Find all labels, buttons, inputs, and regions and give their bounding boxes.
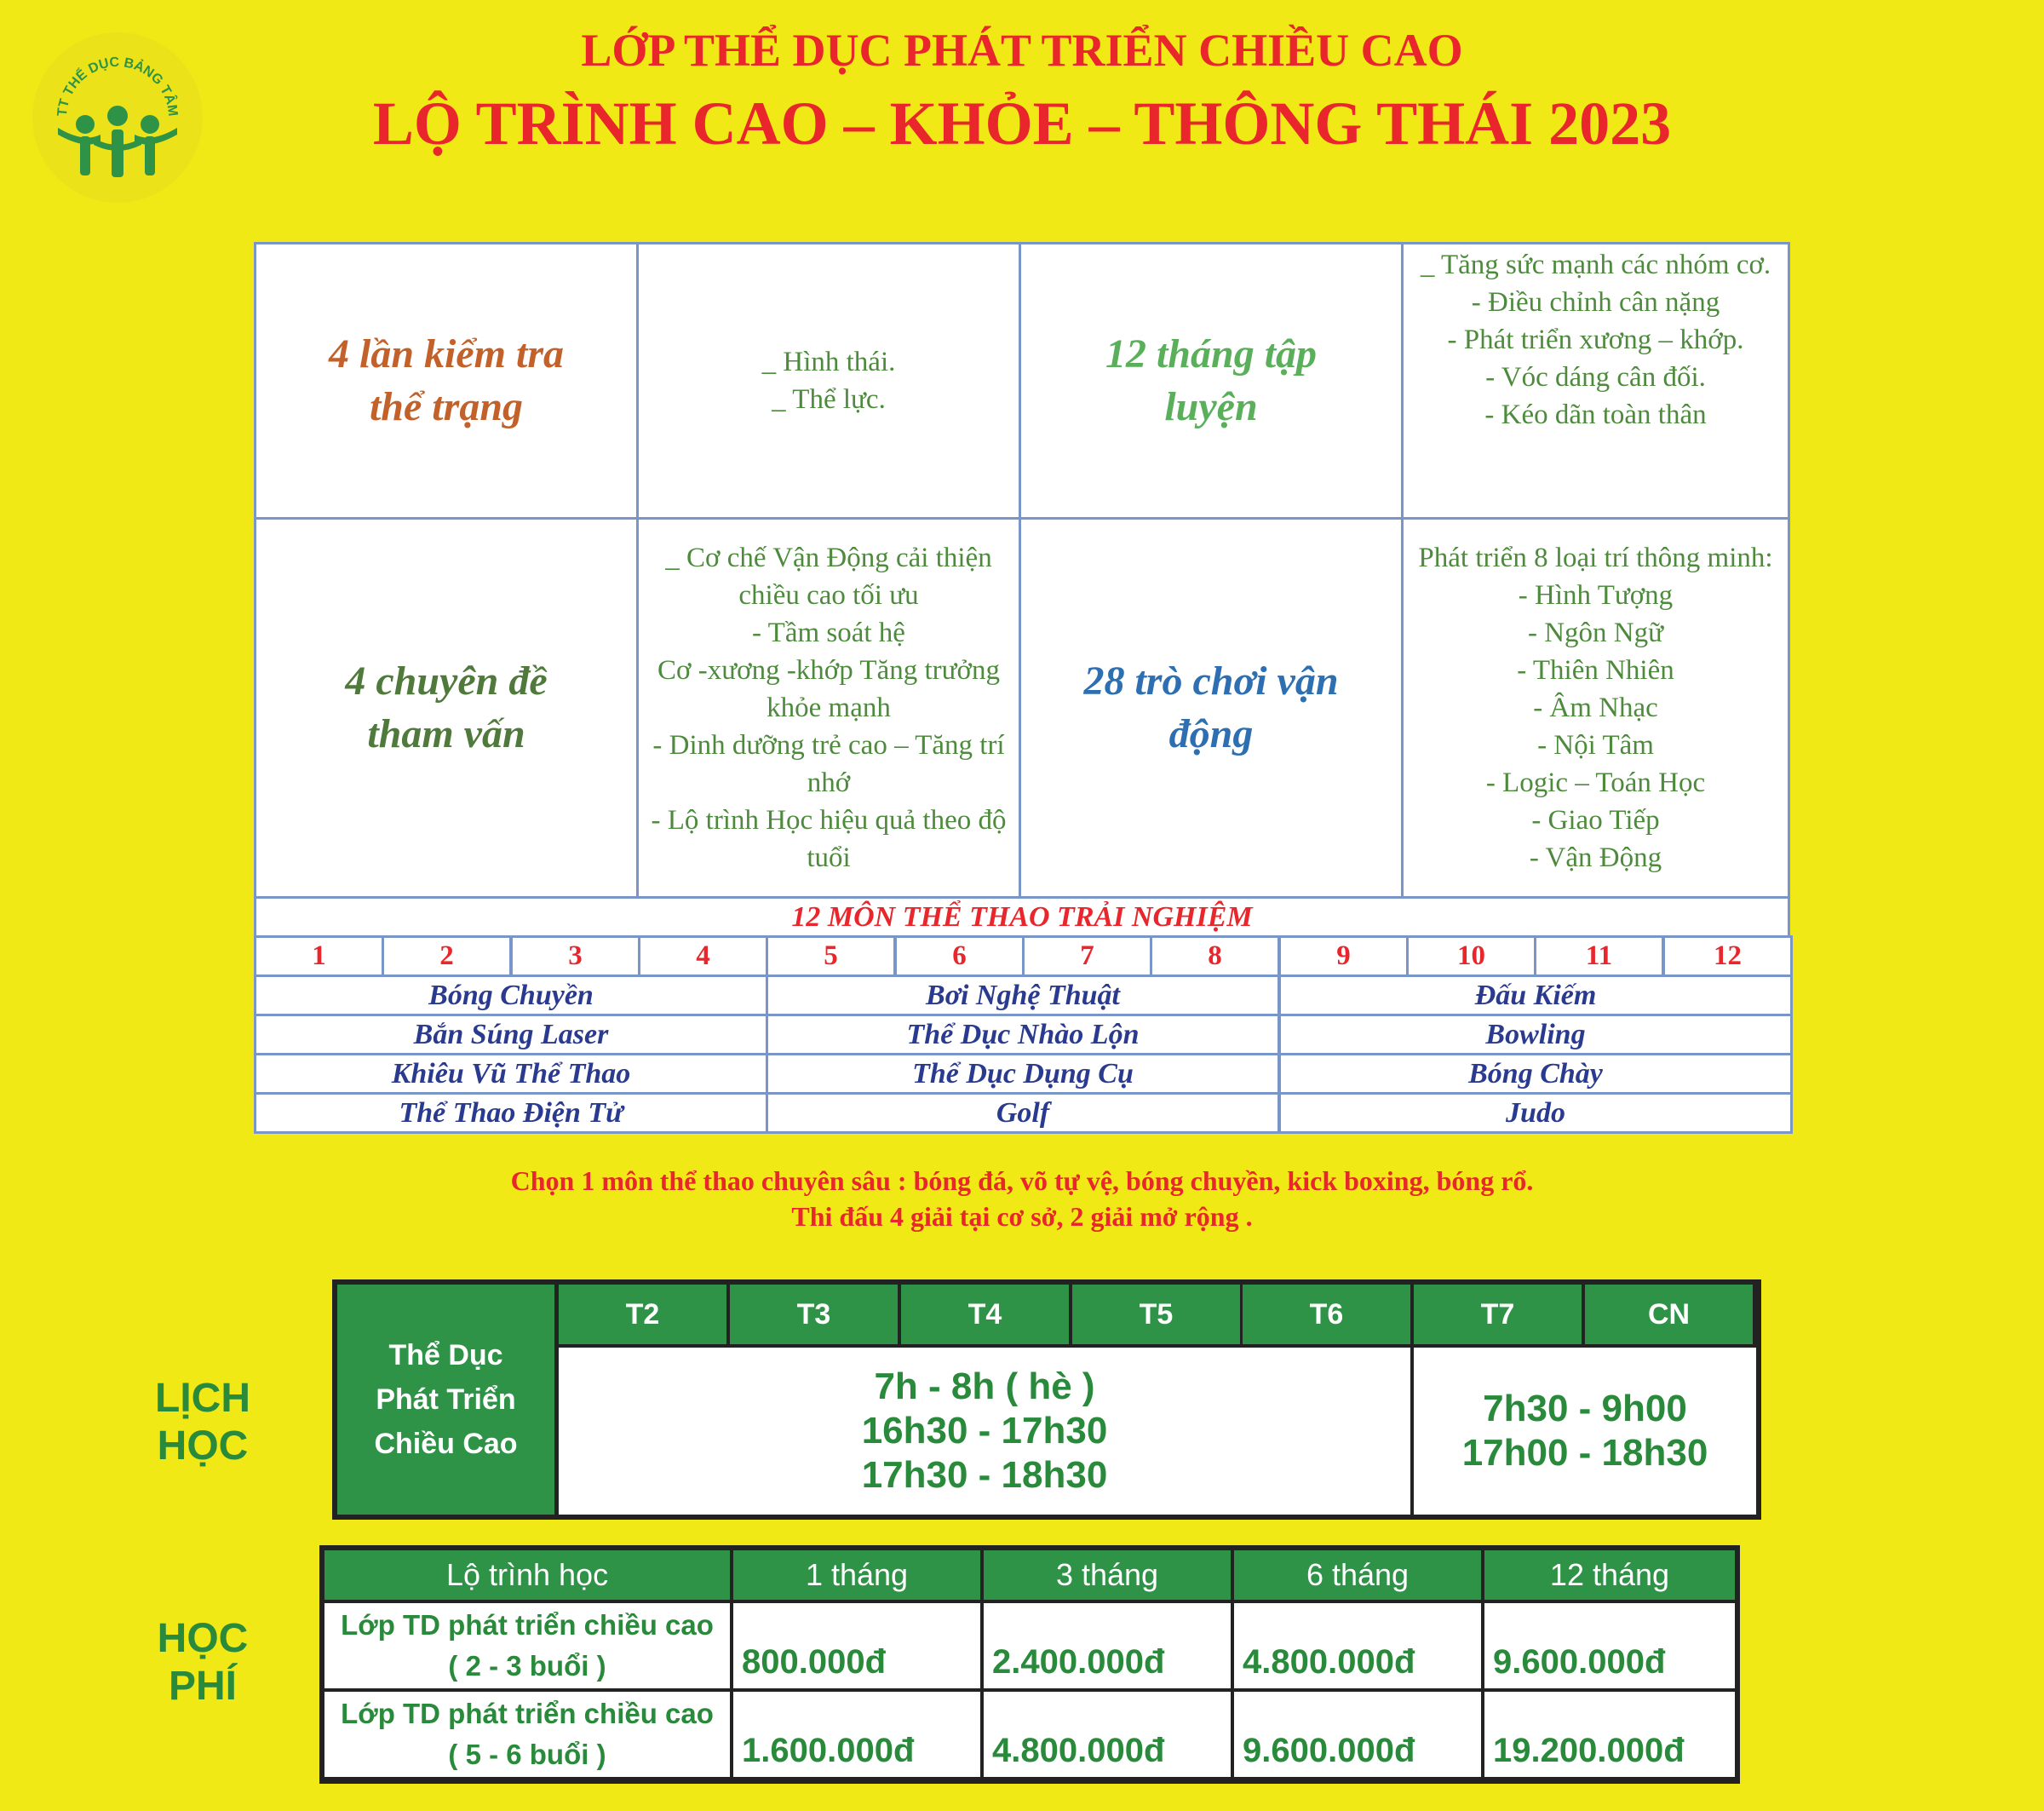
sport-number-cell <box>1534 935 1664 977</box>
fee-price: 4.800.000đ <box>984 1692 1231 1777</box>
health-checks-text: 4 lần kiểm tra thể trạng <box>328 331 565 429</box>
sport-number-cell <box>766 935 896 977</box>
sport-number: 2 <box>439 940 454 971</box>
sport-number-cell <box>382 935 512 977</box>
fee-sessions: ( 5 - 6 buổi ) <box>448 1739 606 1770</box>
sport-name: Judo <box>1506 1096 1565 1129</box>
sport-name: Thể Dục Nhào Lộn <box>906 1018 1140 1050</box>
sport-name: Bắn Súng Laser <box>413 1018 609 1050</box>
fee-price: 9.600.000đ <box>1234 1692 1481 1777</box>
sport-number: 11 <box>1585 940 1613 971</box>
day-header-t5: T5 <box>1072 1285 1240 1344</box>
fee-header: 1 tháng <box>733 1550 980 1600</box>
day-header-t4: T4 <box>901 1285 1069 1344</box>
sport-cell <box>1278 974 1793 1016</box>
sport-name: Bóng Chuyền <box>428 979 594 1011</box>
sport-number-cell <box>894 935 1025 977</box>
fee-price: 800.000đ <box>733 1603 980 1688</box>
sport-cell <box>254 1014 768 1055</box>
movement-games-text: 28 trò chơi vận động <box>1083 658 1339 756</box>
sport-cell <box>254 1053 768 1095</box>
day-header-t3: T3 <box>730 1285 898 1344</box>
fee-price: 4.800.000đ <box>1234 1603 1481 1688</box>
sport-number-cell <box>1406 935 1536 977</box>
program-table <box>254 242 1790 1133</box>
sport-cell <box>766 1092 1280 1134</box>
sport-cell <box>254 974 768 1016</box>
sport-name: Thể Dục Dụng Cụ <box>912 1057 1134 1089</box>
health-checks-detail: _ Hình thái. _ Thể lực. <box>761 347 896 415</box>
sport-name: Khiêu Vũ Thể Thao <box>391 1057 631 1089</box>
program-cell <box>1019 517 1404 899</box>
sport-number: 8 <box>1208 940 1222 971</box>
program-cell <box>1019 242 1404 520</box>
training-benefits: _ Tăng sức mạnh các nhóm cơ. - Điều chỉnh cân nặng - Phát triển xương – khớp. - Vóc dáng cân đối. - Kéo dãn toàn thân <box>1420 250 1771 430</box>
class-name-cell: Thể Dục Phát Triển Chiều Cao <box>337 1285 554 1515</box>
sport-cell <box>766 1014 1280 1055</box>
sport-name: Bóng Chày <box>1468 1057 1603 1089</box>
sport-number-cell <box>1662 935 1793 977</box>
program-cell <box>636 242 1021 520</box>
schedule-table <box>332 1279 1761 1520</box>
fee-price: 2.400.000đ <box>984 1603 1231 1688</box>
sport-number: 1 <box>312 940 326 971</box>
day-header-t7: T7 <box>1414 1285 1582 1344</box>
day-header-cn: CN <box>1585 1285 1753 1344</box>
program-cell <box>636 517 1021 899</box>
sport-number-cell <box>510 935 640 977</box>
competition-note: Thi đấu 4 giải tại cơ sở, 2 giải mở rộng . <box>791 1201 1253 1232</box>
sport-number: 3 <box>568 940 583 971</box>
program-cell <box>1401 242 1790 520</box>
program-cell <box>254 242 639 520</box>
page-subtitle: LỘ TRÌNH CAO – KHỎE – THÔNG THÁI 2023 <box>372 89 1672 158</box>
sport-name: Đấu Kiếm <box>1474 979 1597 1011</box>
sport-cell <box>1278 1014 1793 1055</box>
program-cell <box>1401 517 1790 899</box>
sport-number-cell <box>638 935 768 977</box>
consultation-topics-detail: _ Cơ chế Vận Động cải thiện chiều cao tối ưu - Tầm soát hệ Cơ -xương -khớp Tăng trưởng khỏe mạnh - Dinh dưỡng trẻ cao – Tăng trí nhớ - Lộ trình Học hiệu quả theo độ tuổi <box>651 543 1007 873</box>
day-header-t2: T2 <box>559 1285 726 1344</box>
sport-number: 12 <box>1714 940 1742 971</box>
fee-header: 12 tháng <box>1484 1550 1735 1600</box>
sport-number: 10 <box>1457 940 1485 971</box>
consultation-topics-text: 4 chuyên đề tham vấn <box>345 658 548 756</box>
fee-header: 6 tháng <box>1234 1550 1481 1600</box>
sport-number: 4 <box>696 940 710 971</box>
sport-name: Bowling <box>1485 1018 1586 1050</box>
sport-cell <box>766 1053 1280 1095</box>
day-header-t6: T6 <box>1243 1285 1410 1344</box>
sport-cell <box>254 1092 768 1134</box>
fee-class-name: Lớp TD phát triển chiều cao <box>341 1609 714 1641</box>
elective-note: Chọn 1 môn thể thao chuyên sâu : bóng đá, võ tự vệ, bóng chuyền, kick boxing, bóng rổ. <box>510 1165 1534 1196</box>
fee-price: 19.200.000đ <box>1484 1692 1735 1777</box>
fee-header: 3 tháng <box>984 1550 1231 1600</box>
sport-number: 6 <box>952 940 967 971</box>
sport-number: 9 <box>1336 940 1351 971</box>
sport-number: 7 <box>1080 940 1094 971</box>
intelligence-types: Phát triển 8 loại trí thông minh: - Hình Tượng - Ngôn Ngữ - Thiên Nhiên - Âm Nhạc - Nội Tâm - Logic – Toán Học - Giao Tiếp - Vận Động <box>1418 543 1773 873</box>
fee-row-label <box>324 1603 730 1688</box>
sport-cell <box>1278 1092 1793 1134</box>
sport-number-cell <box>254 935 384 977</box>
sport-name: Thể Thao Điện Tử <box>399 1096 623 1129</box>
sport-number-cell <box>1150 935 1280 977</box>
fee-sessions: ( 2 - 3 buổi ) <box>448 1650 606 1682</box>
fee-class-name: Lớp TD phát triển chiều cao <box>341 1698 714 1729</box>
sport-name: Bơi Nghệ Thuật <box>926 979 1120 1011</box>
fees-label: HỌC PHÍ <box>157 1616 249 1709</box>
fee-row-label <box>324 1692 730 1777</box>
sport-number-cell <box>1278 935 1409 977</box>
logo-text: TT THỂ DỤC BẢNG TÂM <box>55 55 181 118</box>
sport-number: 5 <box>824 940 838 971</box>
sport-cell <box>1278 1053 1793 1095</box>
fee-header: Lộ trình học <box>324 1550 730 1600</box>
page-title: LỚP THỂ DỤC PHÁT TRIỂN CHIỀU CAO <box>581 25 1463 76</box>
sport-name: Golf <box>996 1096 1050 1129</box>
fee-price: 9.600.000đ <box>1484 1603 1735 1688</box>
sport-number-cell <box>1022 935 1152 977</box>
sports-title-row <box>254 896 1790 938</box>
fee-price: 1.600.000đ <box>733 1692 980 1777</box>
sports-title: 12 MÔN THỂ THAO TRẢI NGHIỆM <box>791 900 1253 933</box>
weekend-times: 7h30 - 9h00 17h00 - 18h30 <box>1414 1348 1756 1515</box>
fees-table <box>319 1545 1740 1784</box>
sport-cell <box>766 974 1280 1016</box>
program-cell <box>254 517 639 899</box>
training-months-text: 12 tháng tập luyện <box>1105 331 1318 429</box>
schedule-label: LỊCH HỌC <box>155 1376 250 1469</box>
weekday-times: 7h - 8h ( hè ) 16h30 - 17h30 17h30 - 18h30 <box>559 1348 1410 1515</box>
